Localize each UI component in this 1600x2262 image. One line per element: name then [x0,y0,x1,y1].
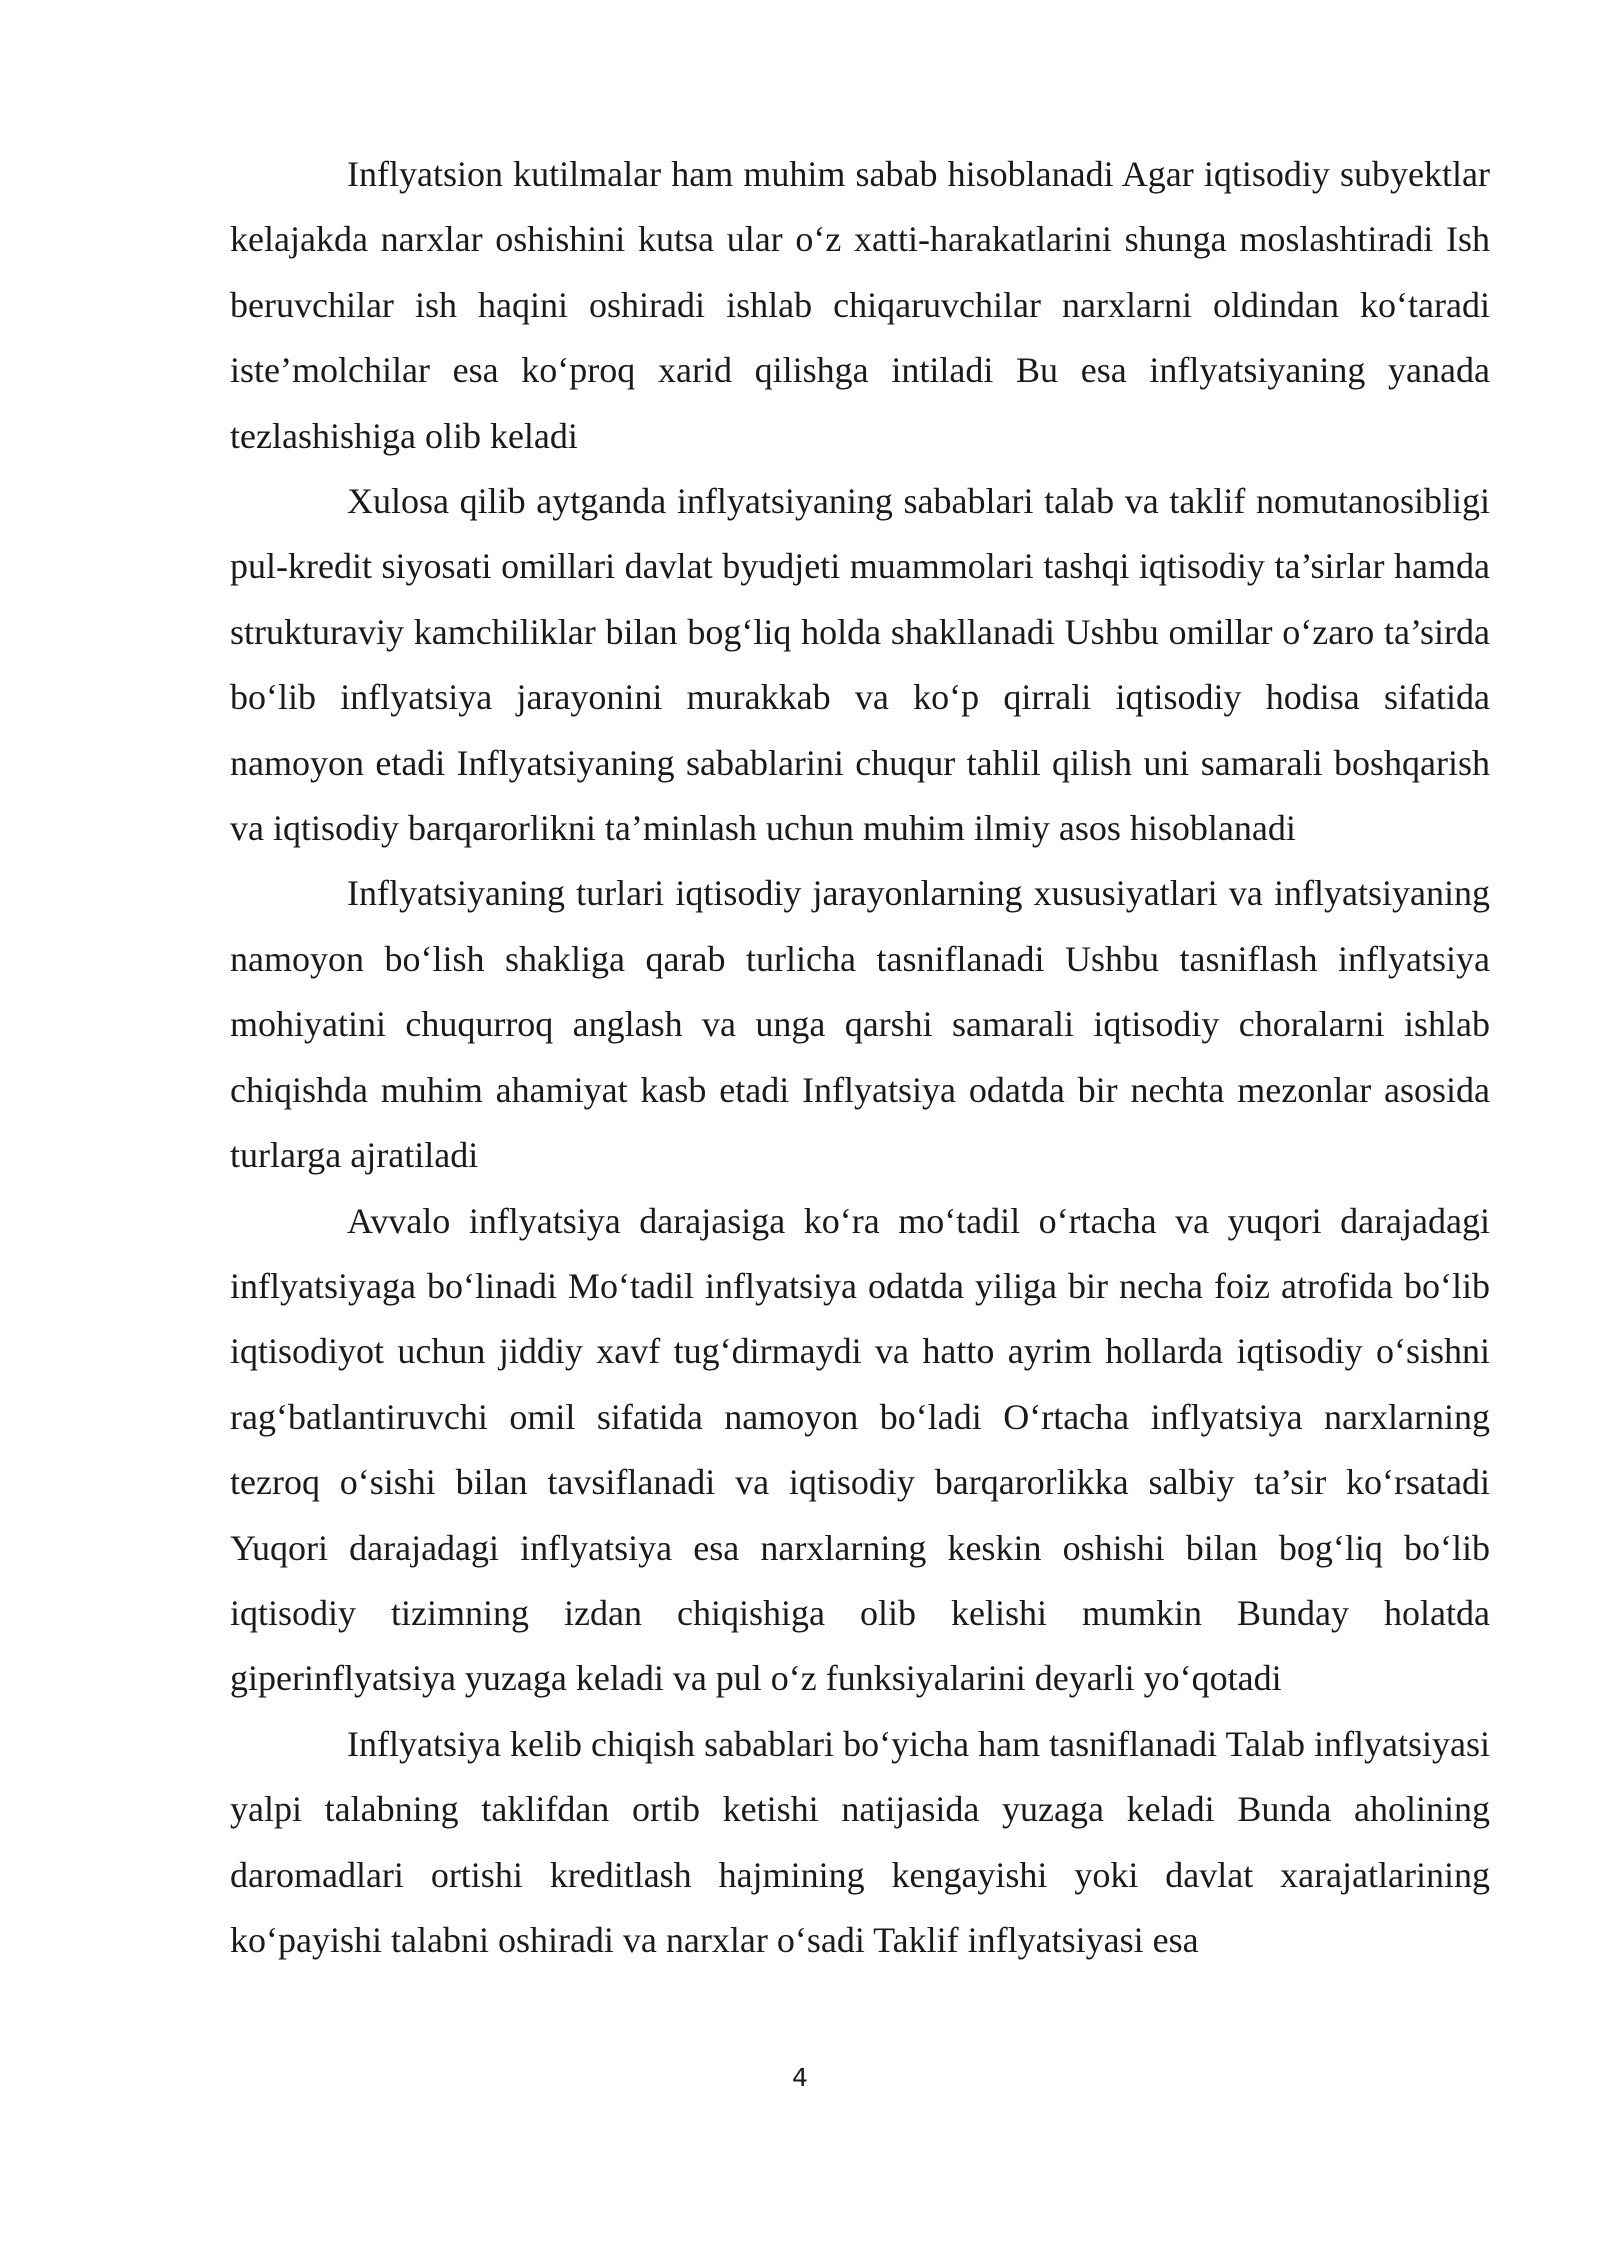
paragraph-inflation-origins: Inflyatsiya kelib chiqish sabablari bo‘yicha ham tasniflanadi Talab inflyatsiyasi yalpi talabning taklifdan ortib ketishi natijasida yuzaga keladi Bunda aholining daromadlari ortishi kreditlash hajmining kengayishi yoki davlat xarajatlarining ko‘payishi talabni oshiradi va narxlar o‘sadi Taklif inflyatsiyasi esa [230,1723,1490,1960]
paragraph-inflation-expectations: Inflyatsion kutilmalar ham muhim sabab hisoblanadi Agar iqtisodiy subyektlar kelajakda narxlar oshishini kutsa ular o‘z xatti-harakatlarini shunga moslashtiradi Ish beruvchilar ish haqini oshiradi ishlab chiqaruvchilar narxlarni oldindan ko‘taradi iste’molchilar esa ko‘proq xarid qilishga intiladi Bu esa inflyatsiyaning yanada tezlashishiga olib keladi [230,154,1490,456]
paragraph-conclusion-causes: Xulosa qilib aytganda inflyatsiyaning sabablari talab va taklif nomutanosibligi pul-kredit siyosati omillari davlat byudjeti muammolari tashqi iqtisodiy ta’sirlar hamda strukturaviy kamchiliklar bilan bog‘liq holda shakllanadi Ushbu omillar o‘zaro ta’sirda bo‘lib inflyatsiya jarayonini murakkab va ko‘p qirrali iqtisodiy hodisa sifatida namoyon etadi Inflyatsiyaning sabablarini chuqur tahlil qilish uni samarali boshqarish va iqtisodiy barqarorlikni ta’minlash uchun muhim ilmiy asos hisoblanadi [230,481,1490,849]
page-body [230,142,1490,1973]
paragraph-inflation-levels: Avvalo inflyatsiya darajasiga ko‘ra mo‘tadil o‘rtacha va yuqori darajadagi inflyatsiyaga bo‘linadi Mo‘tadil inflyatsiya odatda yiliga bir necha foiz atrofida bo‘lib iqtisodiyot uchun jiddiy xavf tug‘dirmaydi va hatto ayrim hollarda iqtisodiy o‘sishni rag‘batlantiruvchi omil sifatida namoyon bo‘ladi O‘rtacha inflyatsiya narxlarning tezroq o‘sishi bilan tavsiflanadi va iqtisodiy barqarorlikka salbiy ta’sir ko‘rsatadi Yuqori darajadagi inflyatsiya esa narxlarning keskin oshishi bilan bog‘liq bo‘lib iqtisodiy tizimning izdan chiqishiga olib kelishi mumkin Bunday holatda giperinflyatsiya yuzaga keladi va pul o‘z funksiyalarini deyarli yo‘qotadi [230,1200,1490,1699]
paragraph-inflation-types-intro: Inflyatsiyaning turlari iqtisodiy jarayonlarning xususiyatlari va inflyatsiyaning namoyon bo‘lish shakliga qarab turlicha tasniflanadi Ushbu tasniflash inflyatsiya mohiyatini chuqurroq anglash va unga qarshi samarali iqtisodiy choralarni ishlab chiqishda muhim ahamiyat kasb etadi Inflyatsiya odatda bir nechta mezonlar asosida turlarga ajratiladi [230,873,1490,1176]
page-number: 4 [792,2063,808,2092]
